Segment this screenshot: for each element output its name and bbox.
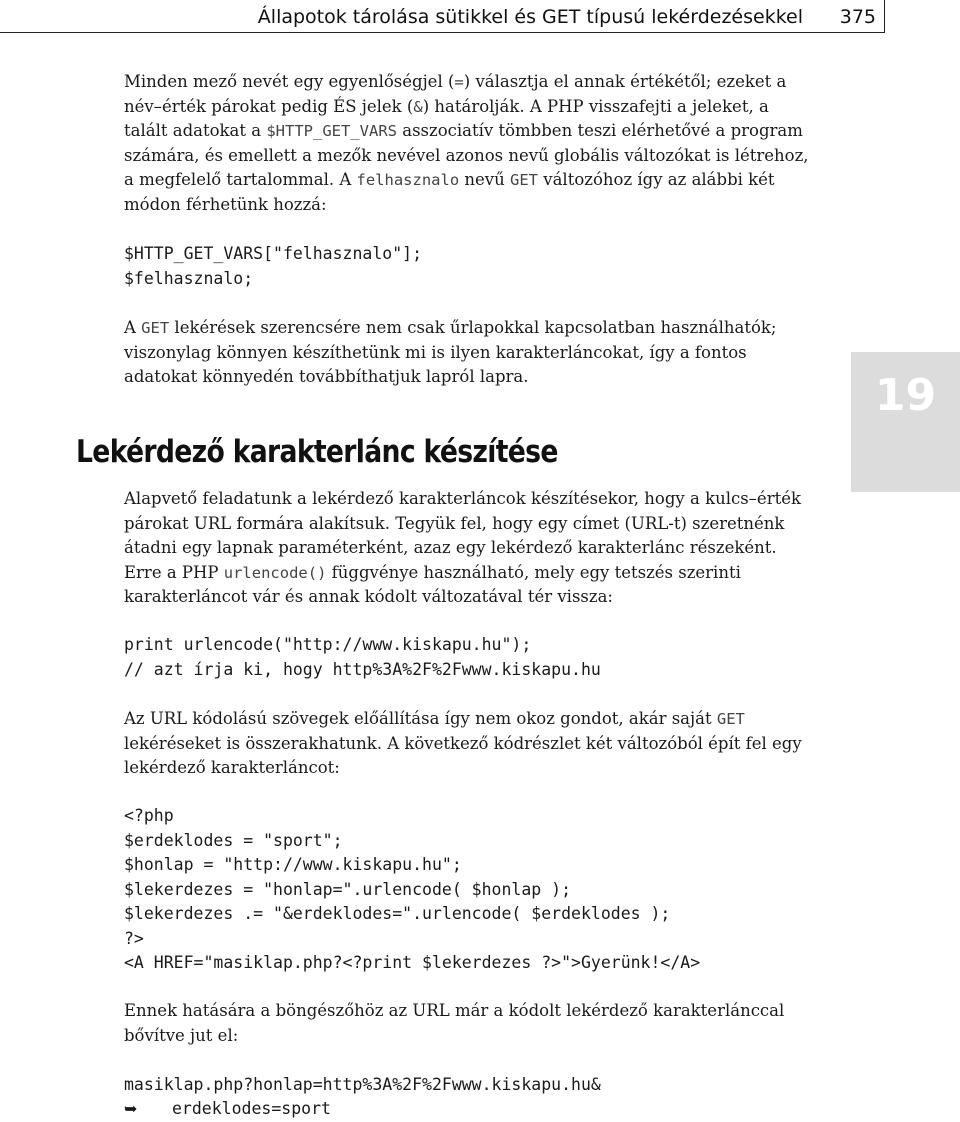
inline-code: $HTTP_GET_VARS [266,122,397,140]
text-run: lekéréseket is összerakhatunk. A következő kódrészlet két változóból épít fel egy lekérdező karakterláncot: [124,733,802,777]
inline-code: & [413,97,423,116]
paragraph-url-encoding [124,707,814,781]
code-block-get-vars: $HTTP_GET_VARS["felhasznalo"]; $felhasznalo; [124,244,423,288]
text-run: lekérések szerencsére nem csak űrlapokkal kapcsolatban használhatók; viszonylag könnyen készíthetünk mi is ilyen karakterláncokat, így a fontos adatokat könnyedén továbbíthatjuk lapról lapra. [124,318,777,386]
paragraph-get-requests [124,316,814,390]
paragraph-urlencode-intro [124,487,814,610]
running-header [0,0,885,33]
line-continuation-arrow-icon: ➥ [124,1099,138,1118]
code-block-result-url-cont: erdeklodes=sport [172,1099,331,1118]
text-run: Alapvető feladatunk a lekérdező karakterláncok készítésekor, hogy a kulcs–érték párokat URL formára alakítsuk. Tegyük fel, hogy egy címet (URL-t) szeretnénk átadni egy lapnak paraméterként, azaz egy lekérdező karakterlánc részeként. Erre a PHP [124,489,801,582]
text-run: Az URL kódolású szövegek előállítása így nem okoz gondot, akár saját [124,709,717,728]
inline-code: GET [141,319,170,337]
inline-code: GET [716,710,745,728]
inline-code: GET [510,171,539,189]
header-title: Állapotok tárolása sütikkel és GET típusú lekérdezésekkel [257,6,803,28]
text-run: függvénye használható, mely egy tetszés szerinti karakterláncot vár és annak kódolt változatával tér vissza: [124,562,741,606]
section-heading: Lekérdező karakterlánc készítése [76,434,558,470]
inline-code: felhasznalo [356,171,460,189]
text-run: A [124,318,142,337]
code-block-urlencode: print urlencode("http://www.kiskapu.hu"); // azt írja ki, hogy http%3A%2F%2Fwww.kiskapu.hu [124,635,601,679]
text-run: Ennek hatására a böngészőhöz az URL már a kódolt lekérdező karakterlánccal bővítve jut el: [124,1001,785,1045]
text-run: asszociatív tömbben teszi elérhetővé a program számára, és emellett a mezők nevével azonos nevű globális változókat is létrehoz, a megfelelő tartalommal. A [124,121,809,189]
inline-code: urlencode() [223,563,327,582]
code-block-query-string: <?php $erdeklodes = "sport"; $honlap = "http://www.kiskapu.hu"; $lekerdezes = "honlap=".urlencode( $honlap ); $lekerdezes .= "&erdeklodes=".urlencode( $erdeklodes ); ?> <A HREF="masiklap.php?<?print $lekerdezes ?>">Gyerünk!</A> [124,806,701,972]
text-run: változóhoz így az alábbi két módon férhetünk hozzá: [124,170,775,214]
text-run: nevű [459,170,511,189]
code-block-result-url: masiklap.php?honlap=http%3A%2F%2Fwww.kiskapu.hu& [124,1075,601,1094]
text-run: ) választja el annak értékétől; ezeket a név–érték párokat pedig ÉS jelek ( [124,72,787,116]
page-number: 375 [839,6,876,28]
text-run: Minden mező nevét egy egyenlőségjel ( [124,72,455,91]
text-run: ) határolják. A PHP visszafejti a jeleket, a talált adatokat a [124,96,769,140]
chapter-number: 19 [874,370,937,421]
paragraph-cookie-get-intro [124,70,814,217]
inline-code: = [454,73,464,91]
chapter-tab [851,352,960,492]
paragraph-browser-url [124,999,814,1048]
